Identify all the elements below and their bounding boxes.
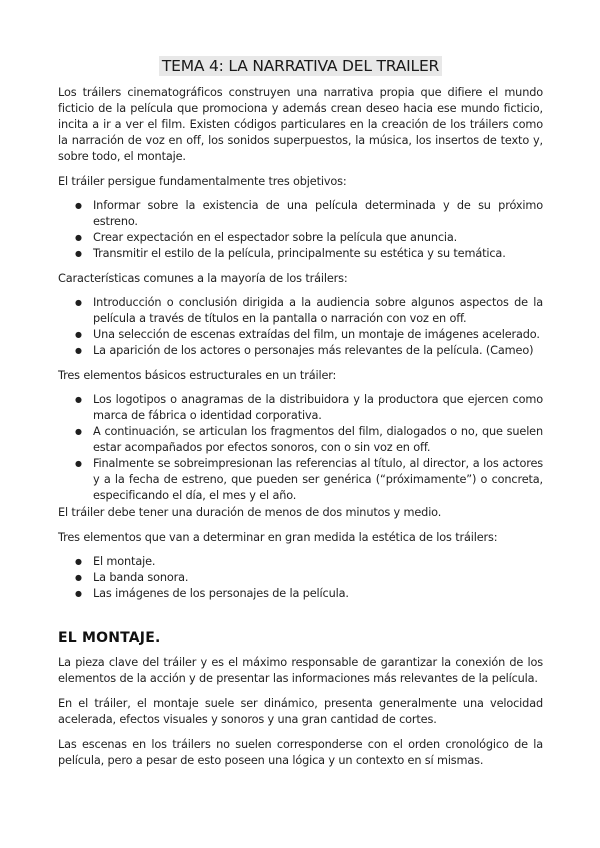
montage-paragraph: En el tráiler, el montaje suele ser dinámico, presenta generalmente una velocidad acelerada, efectos visuales y sonoros y una gran cantidad de cortes. bbox=[58, 697, 543, 726]
montage-paragraph: Las escenas en los tráilers no suelen corresponderse con el orden cronológico de la película, pero a pesar de esto poseen una lógica y un contexto en sí mismas. bbox=[58, 738, 543, 767]
list-item: ● A continuación, se articulan los fragmentos del film, dialogados o no, que suelen estar acompañados por efectos sonoros, con o sin voz en off. bbox=[58, 424, 543, 456]
aesthetics-list bbox=[58, 554, 543, 602]
montage-heading: EL MONTAJE. bbox=[58, 630, 161, 646]
characteristics-heading: Características comunes a la mayoría de los tráilers: bbox=[58, 272, 348, 285]
list-item: ● Introducción o conclusión dirigida a la audiencia sobre algunos aspectos de la película a través de títulos en la pantalla o narración con voz en off. bbox=[58, 295, 543, 327]
list-item: ● Finalmente se sobreimpresionan las referencias al título, al director, a los actores y a la fecha de estreno, que pueden ser genérica (“próximamente”) o concreta, especificando el día, el mes y el año. bbox=[58, 456, 543, 504]
title-wrap bbox=[58, 56, 543, 76]
characteristics-list bbox=[58, 295, 543, 359]
document-page bbox=[58, 56, 543, 778]
objectives-heading: El tráiler persigue fundamentalmente tres objetivos: bbox=[58, 175, 347, 188]
structural-heading: Tres elementos básicos estructurales en un tráiler: bbox=[58, 369, 337, 382]
list-item: ● El montaje. bbox=[58, 554, 543, 570]
list-item: ● Informar sobre la existencia de una película determinada y de su próximo estreno. bbox=[58, 198, 543, 230]
list-item: ● Transmitir el estilo de la película, principalmente su estética y su temática. bbox=[58, 246, 543, 262]
list-item: ● Crear expectación en el espectador sobre la película que anuncia. bbox=[58, 230, 543, 246]
montage-paragraph: La pieza clave del tráiler y es el máximo responsable de garantizar la conexión de los elementos de la acción y de presentar las informaciones más relevantes de la película. bbox=[58, 656, 543, 685]
objectives-list bbox=[58, 198, 543, 262]
duration-paragraph: El tráiler debe tener una duración de menos de dos minutos y medio. bbox=[58, 506, 442, 519]
aesthetics-heading: Tres elementos que van a determinar en gran medida la estética de los tráilers: bbox=[58, 531, 498, 544]
structural-list bbox=[58, 392, 543, 504]
intro-paragraph: Los tráilers cinematográficos construyen una narrativa propia que difiere el mundo ficticio de la película que promociona y además crean deseo hacia ese mundo ficticio, incita a ir a ver el film. Existen códigos particulares en la creación de los tráilers como la narración de voz en off, los sonidos superpuestos, la música, los insertos de texto y, sobre todo, el montaje. bbox=[58, 86, 543, 163]
list-item: ● Los logotipos o anagramas de la distribuidora y la productora que ejercen como marca de fábrica o identidad corporativa. bbox=[58, 392, 543, 424]
list-item: ● Una selección de escenas extraídas del film, un montaje de imágenes acelerado. bbox=[58, 327, 543, 343]
list-item: ● Las imágenes de los personajes de la película. bbox=[58, 586, 543, 602]
list-item: ● La aparición de los actores o personajes más relevantes de la película. (Cameo) bbox=[58, 343, 543, 359]
page-title: TEMA 4: LA NARRATIVA DEL TRAILER bbox=[159, 56, 442, 76]
list-item: ● La banda sonora. bbox=[58, 570, 543, 586]
